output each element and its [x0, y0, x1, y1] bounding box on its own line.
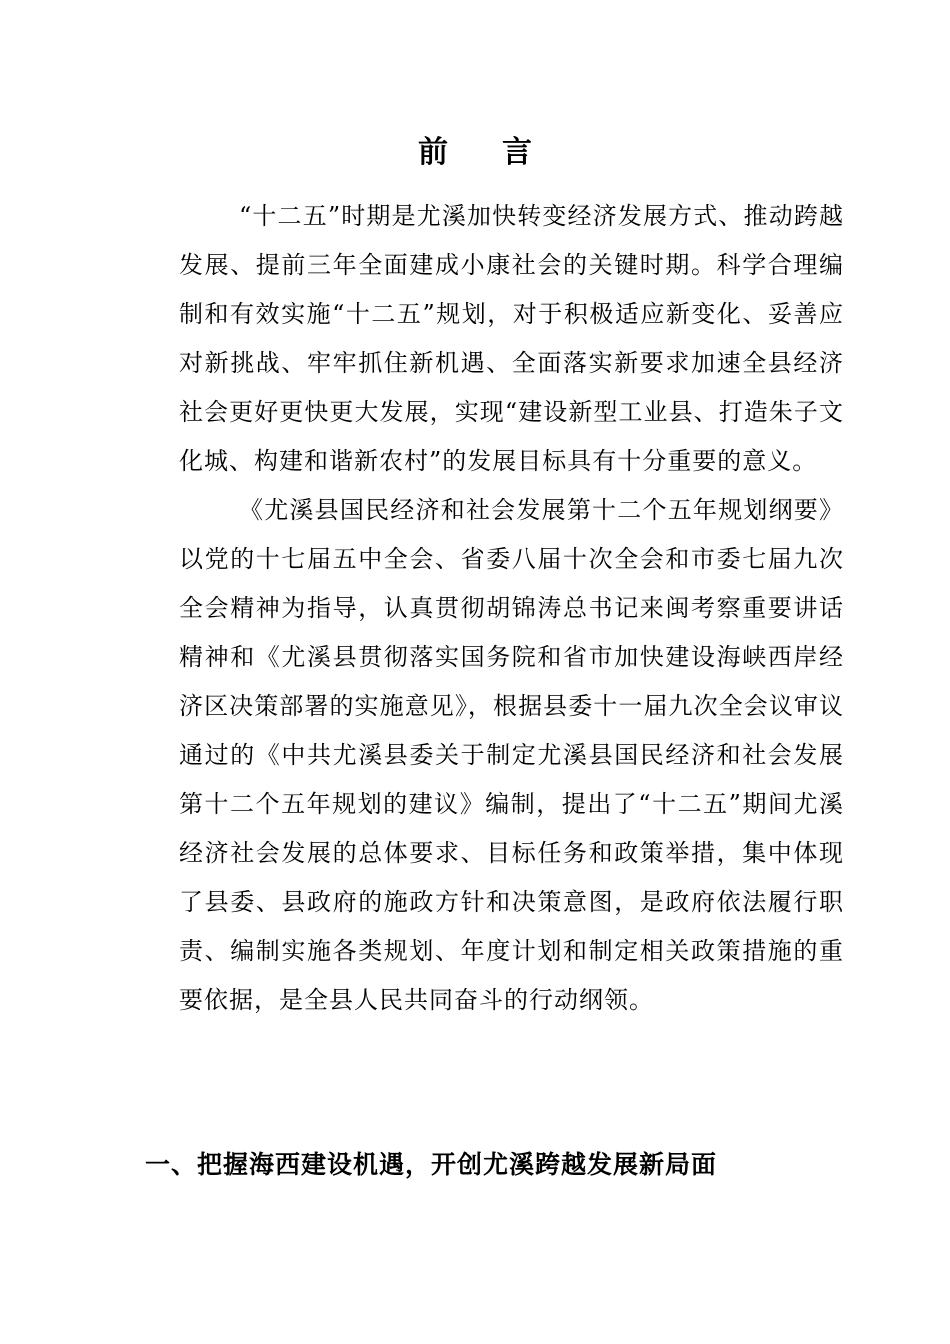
- section-heading: 一、把握海西建设机遇，开创尤溪跨越发展新局面: [145, 1150, 718, 1179]
- paragraph-1: “十二五”时期是尤溪加快转变经济发展方式、推动跨越发展、提前三年全面建成小康社会的关键时期。科学合理编制和有效实施“十二五”规划，对于积极适应新变化、妥善应对新挑战、牢牢抓住新机遇、全面落实新要求加速全县经济社会更好更快更大发展，实现“建设新型工业县、打造朱子文化城、构建和谐新农村”的发展目标具有十分重要的意义。: [179, 202, 844, 475]
- document-body: [179, 192, 844, 1025]
- paragraph-2: 《尤溪县国民经济和社会发展第十二个五年规划纲要》以党的十七届五中全会、省委八届十次全会和市委七届九次全会精神为指导，认真贯彻胡锦涛总书记来闽考察重要讲话精神和《尤溪县贯彻落实国务院和省市加快建设海峡西岸经济区决策部署的实施意见》，根据县委十一届九次全会议审议通过的《中共尤溪县委关于制定尤溪县国民经济和社会发展第十二个五年规划的建议》编制，提出了“十二五”期间尤溪经济社会发展的总体要求、目标任务和政策举措，集中体现了县委、县政府的施政方针和决策意图，是政府依法履行职责、编制实施各类规划、年度计划和制定相关政策措施的重要依据，是全县人民共同奋斗的行动纲领。: [179, 496, 844, 1014]
- page-title: 前言: [418, 135, 586, 170]
